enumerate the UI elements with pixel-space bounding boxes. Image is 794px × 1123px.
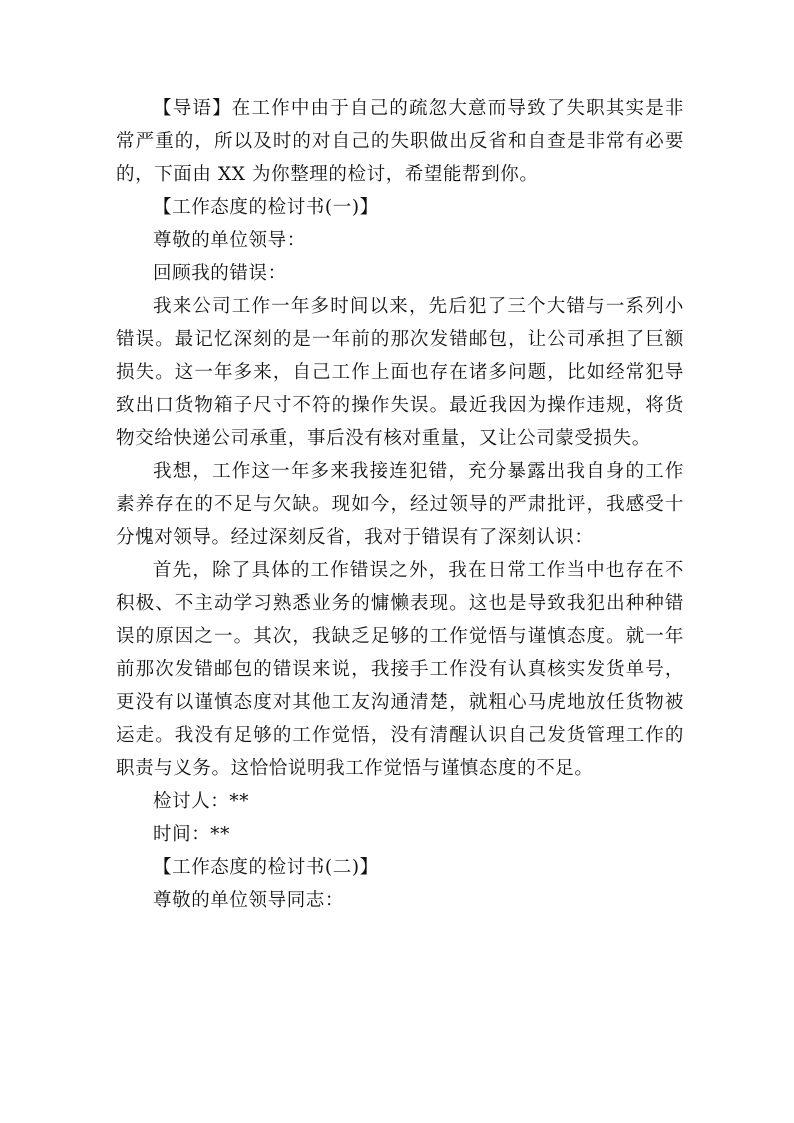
section-heading-1: 【工作态度的检讨书(一)】 [153,197,379,218]
body-paragraph-2: 我想，工作这一年多来我接连犯错，充分暴露出我自身的工作素养存在的不足与欠缺。现如今，经过领导的严肃批评，我感受十分愧对领导。经过深刻反省，我对于错误有了深刻认识： [116,461,684,548]
body-paragraph-3: 首先，除了具体的工作错误之外，我在日常工作当中也存在不积极、不主动学习熟悉业务的慵懒表现。这也是导致我犯出种种错误的原因之一。其次，我缺乏足够的工作觉悟与谨慎态度。就一年前那次发错邮包的错误来说，我接手工作没有认真核实发货单号，更没有以谨慎态度对其他工友沟通清楚，就粗心马虎地放任货物被运走。我没有足够的工作觉悟，没有清醒认识自己发货管理工作的职责与义务。这恰恰说明我工作觉悟与谨慎态度的不足。 [116,560,684,779]
signer-line: 检讨人：** [153,791,250,812]
salutation-2: 尊敬的单位领导同志： [153,890,345,911]
document-body [116,92,684,917]
review-heading: 回顾我的错误： [153,263,287,284]
salutation-1: 尊敬的单位领导： [153,230,306,251]
section-heading-2: 【工作态度的检讨书(二)】 [153,857,379,878]
body-paragraph-1: 我来公司工作一年多时间以来，先后犯了三个大错与一系列小错误。最记忆深刻的是一年前的那次发错邮包，让公司承担了巨额损失。这一年多来，自己工作上面也存在诸多问题，比如经常犯导致出口货物箱子尺寸不符的操作失误。最近我因为操作违规，将货物交给快递公司承重，事后没有核对重量，又让公司蒙受损失。 [116,296,684,449]
intro-paragraph: 【导语】在工作中由于自己的疏忽大意而导致了失职其实是非常严重的，所以及时的对自己的失职做出反省和自查是非常有必要的，下面由 XX 为你整理的检讨，希望能帮到你。 [116,98,684,185]
date-line: 时间：** [153,824,231,845]
